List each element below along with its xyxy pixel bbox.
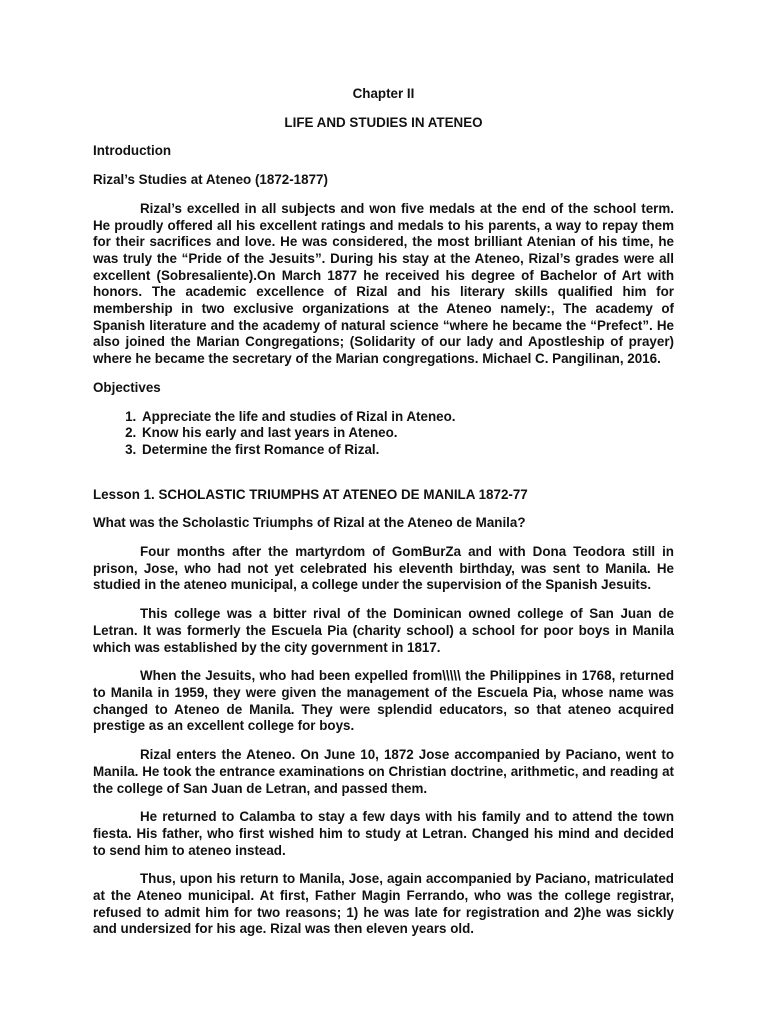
- objectives-list: [93, 409, 674, 459]
- intro-paragraph: Rizal’s excelled in all subjects and won five medals at the end of the school term. He proudly offered all his excellent ratings and medals to his parents, a way to repay them for their sacrifices and love. He was considered, the most brilliant Atenian of his time, he was truly the “Pride of the Jesuits”. During his stay at the Ateneo, Rizal’s grades were all excellent (Sobresaliente).On March 1877 he received his degree of Bachelor of Art with honors. The academic excellence of Rizal and his literary skills qualified him for membership in two exclusive organizations at the Ateneo namely:, The academy of Spanish literature and the academy of natural science “where he became the “Prefect”. He also joined the Marian Congregations; (Solidarity of our lady and Apostleship of prayer) where he became the secretary of the Marian congregations. Michael C. Pangilinan, 2016.: [93, 200, 674, 367]
- objective-item: 2. Know his early and last years in Ateneo.: [140, 425, 674, 442]
- studies-heading: Rizal’s Studies at Ateneo (1872-1877): [93, 172, 328, 188]
- introduction-heading: Introduction: [93, 143, 172, 159]
- lesson-question: What was the Scholastic Triumphs of Rizal at the Ateneo de Manila?: [93, 515, 526, 531]
- lesson-heading: Lesson 1. SCHOLASTIC TRIUMPHS AT ATENEO DE MANILA 1872-77: [93, 486, 528, 502]
- document-body: [93, 86, 674, 938]
- objective-item: 3. Determine the first Romance of Rizal.: [140, 442, 674, 459]
- body-paragraph: Thus, upon his return to Manila, Jose, again accompanied by Paciano, matriculated at the Ateneo municipal. At first, Father Magin Ferrando, who was the college registrar, refused to admit him for two reasons; 1) he was late for registration and 2)he was sickly and undersized for his age. Rizal was then eleven years old.: [93, 871, 674, 937]
- body-paragraph: When the Jesuits, who had been expelled from\\\\\ the Philippines in 1768, returned to Manila in 1959, they were given the management of the Escuela Pia, whose name was changed to Ateneo de Manila. They were splendid educators, so that ateneo acquired prestige as an excellent college for boys.: [93, 668, 674, 734]
- objective-item: 1. Appreciate the life and studies of Rizal in Ateneo.: [140, 409, 674, 426]
- objectives-heading: Objectives: [93, 379, 161, 395]
- body-paragraph: This college was a bitter rival of the Dominican owned college of San Juan de Letran. It was formerly the Escuela Pia (charity school) a school for poor boys in Manila which was established by the city government in 1817.: [93, 606, 674, 655]
- body-paragraph: Rizal enters the Ateneo. On June 10, 1872 Jose accompanied by Paciano, went to Manila. He took the entrance examinations on Christian doctrine, arithmetic, and reading at the college of San Juan de Letran, and passed them.: [93, 747, 674, 796]
- body-paragraph: He returned to Calamba to stay a few days with his family and to attend the town fiesta. His father, who first wished him to study at Letran. Changed his mind and decided to send him to ateneo instead.: [93, 809, 674, 858]
- body-paragraph: Four months after the martyrdom of GomBurZa and with Dona Teodora still in prison, Jose, who had not yet celebrated his eleventh birthday, was sent to Manila. He studied in the ateneo municipal, a college under the supervision of the Spanish Jesuits.: [93, 544, 674, 593]
- chapter-title: LIFE AND STUDIES IN ATENEO: [284, 114, 483, 130]
- chapter-label: Chapter II: [352, 86, 415, 101]
